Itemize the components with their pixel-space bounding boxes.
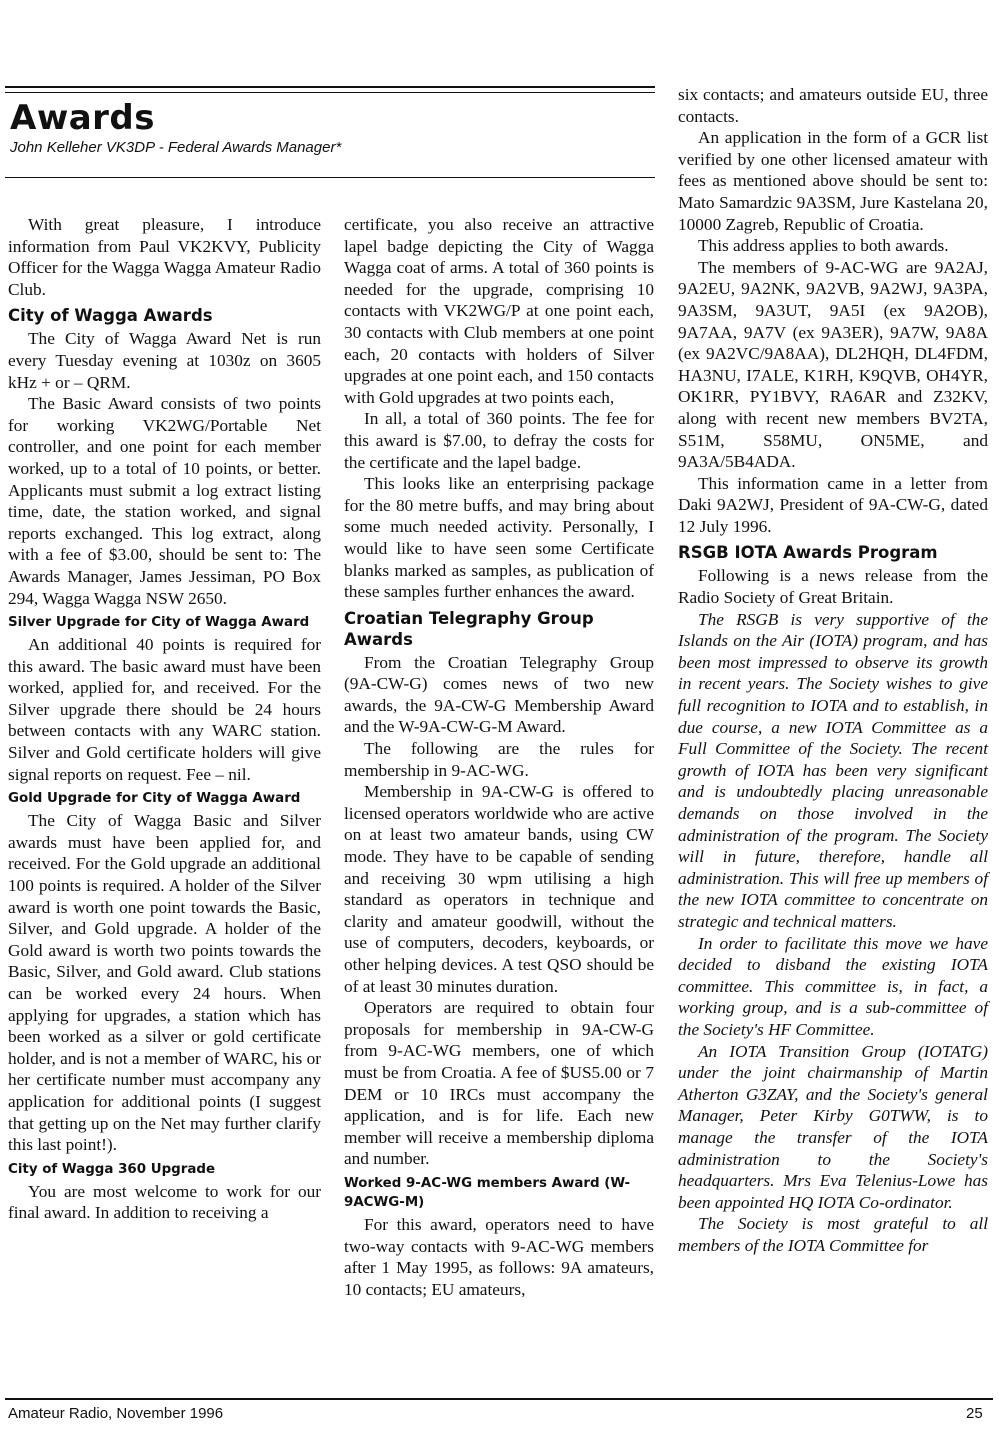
heading-croatian-telegraphy-group: Croatian Telegraphy Group Awards <box>344 608 594 649</box>
paragraph: This address applies to both awards. <box>698 236 949 256</box>
paragraph: You are most welcome to work for our final award. In addition to receiving a <box>8 1181 321 1223</box>
header-rule-top <box>5 86 655 88</box>
paragraph: This looks like an enterprising package for the 80 metre buffs, and may bring about some much needed activity. Personally, I would like to have seen some Certificate blanks marked as samples, as publication of these samples further enhances the award. <box>344 474 654 602</box>
paragraph-continued: six contacts; and amateurs outside EU, three contacts. <box>678 85 988 126</box>
paragraph: An application in the form of a GCR list verified by one other licensed amateur with fees as mentioned above should be sent to: Mato Samardzic 9A3SM, Jure Kastelana 20, 10000 Zagreb, Republic of Croatia. <box>678 128 988 234</box>
heading-rsgb-iota: RSGB IOTA Awards Program <box>678 543 938 563</box>
paragraph: The following are the rules for membership in 9-AC-WG. <box>344 739 654 780</box>
paragraph-continued: certificate, you also receive an attractive lapel badge depicting the City of Wagga Wagga coat of arms. A total of 360 points is needed for the upgrade, comprising 10 contacts with VK2WG/P at one point each, 30 contacts with Club members at one point each, 20 contacts with holders of Silver upgrades at one point each, and 150 contacts with Gold upgrades at two points each, <box>344 215 654 407</box>
header-rule-mid <box>5 92 655 93</box>
paragraph: This information came in a letter from Daki 9A2WJ, President of 9A-CW-G, dated 12 July 1996. <box>678 473 988 536</box>
article-byline: John Kelleher VK3DP - Federal Awards Manager* <box>10 139 342 156</box>
column-2 <box>344 214 654 1300</box>
heading-city-of-wagga-awards: City of Wagga Awards <box>8 306 213 326</box>
paragraph-italic: An IOTA Transition Group (IOTATG) under the joint chairmanship of Martin Atherton G3ZAY, and the Society's general Manager, Peter Kirby G0TWW, is to manage the transfer of the IOTA administration to the Society's headquarters. Mrs Eva Telenius-Lowe has been appointed HQ IOTA Co-ordinator. <box>678 1041 988 1212</box>
paragraph: Membership in 9A-CW-G is offered to licensed operators worldwide who are active on at least two amateur bands, using CW mode. They have to be capable of sending and receiving 30 wpm utilising a high standard as operators in technique and clarity and amateur goodwill, without the use of computers, decoders, keyboards, or other helping devices. A test QSO should be of at least 30 minutes duration. <box>344 782 654 996</box>
article-title: Awards <box>10 98 156 138</box>
paragraph: The City of Wagga Basic and Silver awards must have been applied for, and received. For the Gold upgrade an additional 100 points is required. A holder of the Silver award is worth one point towards the Basic, Silver, and Gold upgrade. A holder of the Gold award is worth two points towards the Basic, Silver, and Gold award. Club stations can be worked every 24 hours. When applying for upgrades, a station which has been worked as a silver or gold certificate holder, and is not a member of WARC, his or her certificate number must accompany any application for additional points (I suggest that getting up on the Net may further clarify this last point!). <box>8 811 321 1155</box>
paragraph: In all, a total of 360 points. The fee for this award is $7.00, to defray the costs for the certificate and the lapel badge. <box>344 409 654 472</box>
heading-silver-upgrade: Silver Upgrade for City of Wagga Award <box>8 615 310 631</box>
paragraph: For this award, operators need to have two-way contacts with 9-AC-WG members after 1 May 1995, as follows: 9A amateurs, 10 contacts; EU amateurs, <box>344 1214 654 1299</box>
heading-360-upgrade: City of Wagga 360 Upgrade <box>8 1161 216 1177</box>
paragraph-italic: In order to facilitate this move we have decided to disband the existing IOTA committee. This committee is, in fact, a working group, and is a sub-committee of the Society's HF Committee. <box>678 933 988 1039</box>
footer-publication: Amateur Radio, November 1996 <box>8 1405 224 1422</box>
intro-paragraph: With great pleasure, I introduce information from Paul VK2KVY, Publicity Officer for the Wagga Wagga Amateur Radio Club. <box>8 215 321 299</box>
paragraph: From the Croatian Telegraphy Group (9A-CW-G) comes news of two new awards, the 9A-CW-G Membership Award and the W-9A-CW-G-M Award. <box>344 652 654 737</box>
footer-rule <box>5 1398 993 1400</box>
paragraph: An additional 40 points is required for this award. The basic award must have been worked, applied for, and received. For the Silver upgrade there should be 24 hours between contacts with any WARC station. Silver and Gold certificate holders will give signal reports on request. Fee – nil. <box>8 635 321 784</box>
paragraph-member-list: The members of 9-AC-WG are 9A2AJ, 9A2EU, 9A2NK, 9A2VB, 9A2WJ, 9A3PA, 9A3SM, 9A3UT, 9A5I (ex 9A2OB), 9A7AA, 9A7V (ex 9A3ER), 9A7W, 9A8A (ex 9A2VC/9A8AA), DL2HQH, DL4FDM, HA3NU, I7ALE, K1RH, K9QVB, OH4YR, OK1RR, PY1BVY, RA6AR and Z32KV, along with recent new members BV2TA, S51M, S58MU, ON5ME, and 9A3A/5B4ADA. <box>678 257 988 472</box>
column-1 <box>8 214 321 1224</box>
paragraph: Following is a news release from the Radio Society of Great Britain. <box>678 566 988 608</box>
paragraph: The Basic Award consists of two points for working VK2WG/Portable Net controller, and one point for each member worked, up to a total of 10 points, or better. Applicants must submit a log extract listing time, date, the station worked, and signal reports exchanged. This log extract, along with a fee of $3.00, should be sent to: The Awards Manager, James Jessiman, PO Box 294, Wagga Wagga NSW 2650. <box>8 394 321 608</box>
paragraph-italic: The Society is most grateful to all members of the IOTA Committee for <box>678 1214 988 1255</box>
heading-gold-upgrade: Gold Upgrade for City of Wagga Award <box>8 791 301 807</box>
paragraph: Operators are required to obtain four proposals for membership in 9A-CW-G from 9-AC-WG members, one of which must be from Croatia. A fee of $US5.00 or 7 DEM or 10 IRCs must accompany the application, and is for life. Each new member will receive a membership diploma and number. <box>344 998 654 1169</box>
footer-page-number: 25 <box>966 1405 983 1422</box>
paragraph-italic: The RSGB is very supportive of the Islands on the Air (IOTA) program, and has been most impressed to observe its growth in recent years. The Society wishes to give full recognition to IOTA and to establish, in due course, a new IOTA Committee as a Full Committee of the Society. The recent growth of IOTA has been very significant and is undoubtedly placing unreasonable demands on those involved in the administration of the program. The Society will in future, therefore, handle all administration. This will free up members of the new IOTA committee to concentrate on strategic and technical matters. <box>678 609 988 931</box>
column-3 <box>678 84 988 1256</box>
paragraph: The City of Wagga Award Net is run every Tuesday evening at 1030z on 3605 kHz + or – QRM. <box>8 329 321 392</box>
header-rule-bottom <box>5 177 655 178</box>
heading-worked-9acwg-members: Worked 9-AC-WG members Award (W-9ACWG-M) <box>344 1175 631 1210</box>
